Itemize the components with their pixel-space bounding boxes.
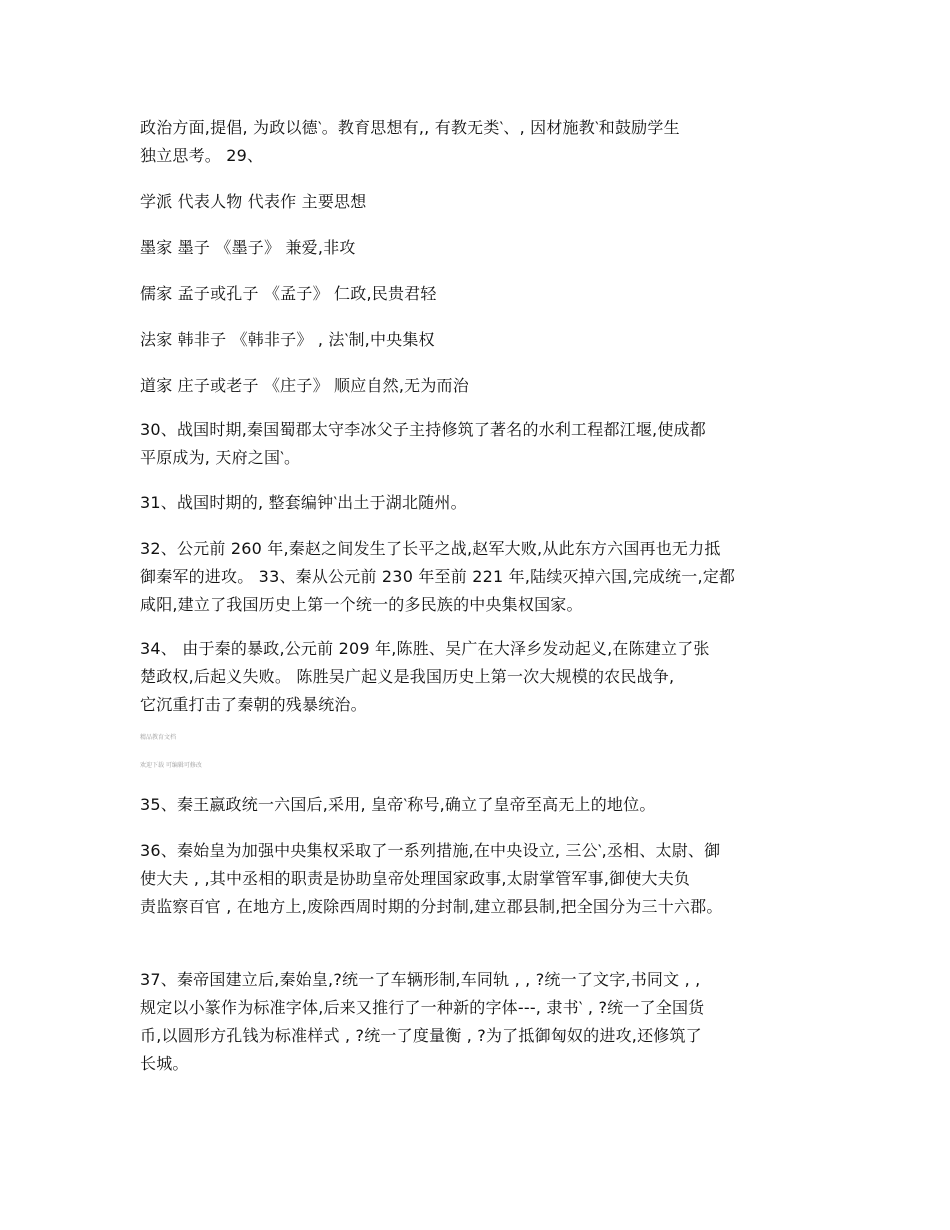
text-line: 30、战国时期,秦国蜀郡太守李冰父子主持修筑了著名的水利工程都江堰,使成都	[140, 420, 706, 439]
text-line: 37、秦帝国建立后,秦始皇,?统一了车辆形制,车同轨 , , ?统一了文字,书同文 , ,	[140, 970, 701, 989]
text-line: 31、战国时期的, 整套编钟‵出土于湖北随州。	[140, 493, 467, 512]
watermark-text: 欢迎下载 可编辑可修改	[140, 762, 202, 769]
text-line: 规定以小篆作为标准字体,后来又推行了一种新的字体---, 隶书‵ , ?统一了全国货	[140, 998, 705, 1017]
table-row-line: 儒家 孟子或孔子 《孟子》 仁政,民贵君轻	[140, 284, 437, 303]
text-line: 咸阳,建立了我国历史上第一个统一的多民族的中央集权国家。	[140, 595, 583, 614]
text-line: 使大夫 , ,其中丞相的职责是协助皇帝处理国家政事,太尉掌管军事,御使大夫负	[140, 869, 691, 888]
table-header-line: 学派 代表人物 代表作 主要思想	[140, 192, 367, 211]
text-line: 它沉重打击了秦朝的残暴统治。	[140, 695, 367, 714]
text-line: 平原成为, 天府之国‵。	[140, 448, 301, 467]
text-line: 34、 由于秦的暴政,公元前 209 年,陈胜、吴广在大泽乡发动起义,在陈建立了张	[140, 639, 710, 658]
text-line: 政治方面,提倡, 为政以德‵。教育思想有,, 有教无类‵、, 因材施教‵和鼓励学生	[140, 118, 680, 137]
table-row-line: 法家 韩非子 《韩非子》 , 法‵制,中央集权	[140, 330, 435, 349]
text-line: 32、公元前 260 年,秦赵之间发生了长平之战,赵军大败,从此东方六国再也无力抵	[140, 539, 721, 558]
text-line: 楚政权,后起义失败。 陈胜吴广起义是我国历史上第一次大规模的农民战争,	[140, 667, 675, 686]
table-row-line: 墨家 墨子 《墨子》 兼爱,非攻	[140, 238, 356, 257]
text-line: 独立思考。 29、	[140, 146, 264, 165]
text-line: 御秦军的进攻。 33、秦从公元前 230 年至前 221 年,陆续灭掉六国,完成统一,定都	[140, 567, 736, 586]
text-line: 36、秦始皇为加强中央集权采取了一系列措施,在中央设立, 三公‵,丞相、太尉、御	[140, 841, 721, 860]
table-row-line: 道家 庄子或老子 《庄子》 顺应自然,无为而治	[140, 376, 469, 395]
watermark-text: 精品教育文档	[140, 734, 177, 741]
text-line: 35、秦王嬴政统一六国后,采用, 皇帝‵称号,确立了皇帝至高无上的地位。	[140, 795, 656, 814]
text-line: 责监察百官 , 在地方上,废除西周时期的分封制,建立郡县制,把全国分为三十六郡。	[140, 897, 723, 916]
text-line: 长城。	[140, 1054, 189, 1073]
text-line: 币,以圆形方孔钱为标准样式 , ?统一了度量衡 , ?为了抵御匈奴的进攻,还修筑了	[140, 1026, 702, 1045]
